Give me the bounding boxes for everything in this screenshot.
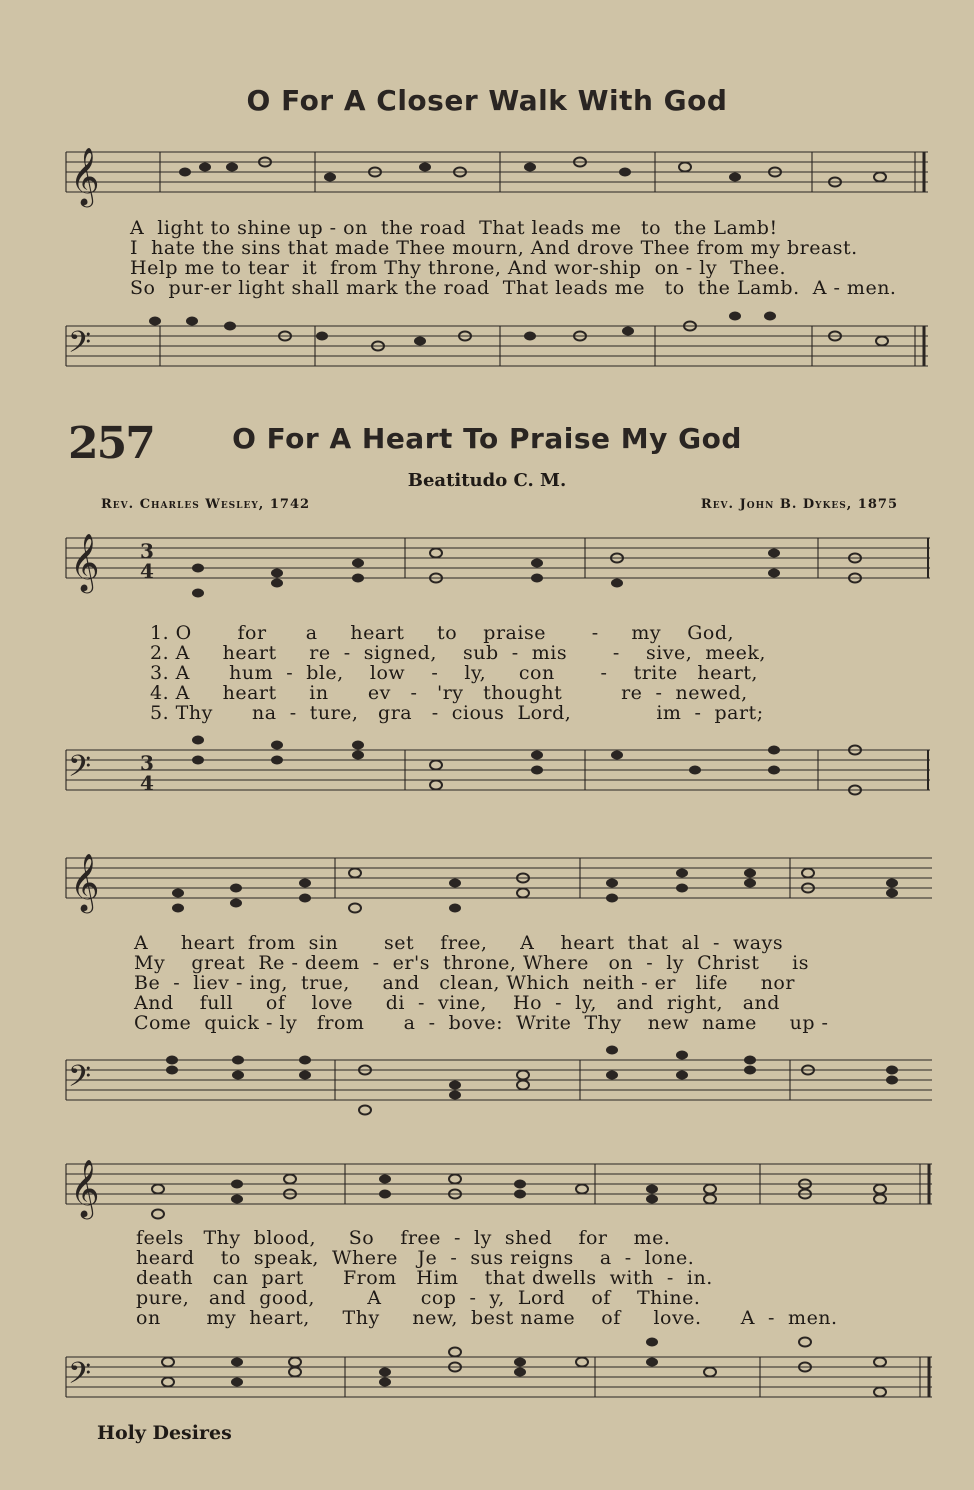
topic-footer: Holy Desires xyxy=(97,1422,232,1444)
tune-name: Beatitudo C. M. xyxy=(407,470,567,491)
hymn-title: O For A Heart To Praise My God xyxy=(232,422,742,455)
lyric-line: I hate the sins that made Thee mourn, And drove Thee from my breast. xyxy=(130,237,858,259)
system2-treble-staff xyxy=(0,840,974,930)
lyric-line: A light to shine up - on the road That leads me to the Lamb! xyxy=(130,217,778,239)
verse-3-line: death can part From Him that dwells with - in. xyxy=(136,1267,713,1289)
svg-text:𝄢: 𝄢 xyxy=(68,1357,92,1398)
composer-credit: Rev. John B. Dykes, 1875 xyxy=(700,497,898,512)
hymn-title-top: O For A Closer Walk With God xyxy=(246,84,728,117)
verse-2-line: heard to speak, Where Je - sus reigns a - lone. xyxy=(136,1247,695,1269)
verse-5-line: 5. Thy na - ture, gra - cious Lord, im - part; xyxy=(150,702,764,724)
lyric-line: So pur-er light shall mark the road That leads me to the Lamb. A - men. xyxy=(130,277,897,299)
svg-text:𝄞: 𝄞 xyxy=(70,853,100,911)
verse-1-line: 1. O for a heart to praise - my God, xyxy=(150,622,735,644)
lyric-line: Help me to tear it from Thy throne, And wor-ship on - ly Thee. xyxy=(130,257,787,279)
verse-3-line: Be - liev - ing, true, and clean, Which neith - er life nor xyxy=(134,972,795,994)
verse-5-line: Come quick - ly from a - bove: Write Thy new name up - xyxy=(134,1012,829,1034)
system2-bass-staff xyxy=(0,1040,974,1120)
top-bass-staff xyxy=(0,300,974,390)
svg-text:3: 3 xyxy=(140,539,154,563)
svg-text:3: 3 xyxy=(140,751,154,775)
verse-4-line: pure, and good, A cop - y, Lord of Thine. xyxy=(136,1287,701,1309)
verse-2-line: 2. A heart re - signed, sub - mis - sive, meek, xyxy=(150,642,766,664)
svg-text:𝄢: 𝄢 xyxy=(68,750,92,791)
svg-text:𝄞: 𝄞 xyxy=(70,147,100,205)
svg-text:𝄢: 𝄢 xyxy=(68,1060,92,1101)
verse-3-line: 3. A hum - ble, low - ly, con - trite heart, xyxy=(150,662,758,684)
system1-treble-staff xyxy=(0,520,974,610)
svg-text:𝄢: 𝄢 xyxy=(68,326,92,367)
system3-bass-staff xyxy=(0,1335,974,1415)
hymn-number: 257 xyxy=(68,418,154,469)
system1-bass-staff xyxy=(0,730,974,810)
verse-4-line: 4. A heart in ev - 'ry thought re - newed, xyxy=(150,682,748,704)
svg-text:𝄞: 𝄞 xyxy=(70,1159,100,1217)
top-treble-staff xyxy=(0,138,974,218)
verse-1-line: A heart from sin set free, A heart that al - ways xyxy=(134,932,784,954)
author-credit: Rev. Charles Wesley, 1742 xyxy=(101,497,311,512)
svg-text:4: 4 xyxy=(140,559,154,583)
svg-text:𝄞: 𝄞 xyxy=(70,533,100,591)
verse-1-line: feels Thy blood, So free - ly shed for me. xyxy=(136,1227,671,1249)
verse-2-line: My great Re - deem - er's throne, Where on - ly Christ is xyxy=(134,952,809,974)
svg-text:4: 4 xyxy=(140,771,154,795)
verse-5-line: on my heart, Thy new, best name of love. A - men. xyxy=(136,1307,838,1329)
verse-4-line: And full of love di - vine, Ho - ly, and right, and xyxy=(134,992,780,1014)
